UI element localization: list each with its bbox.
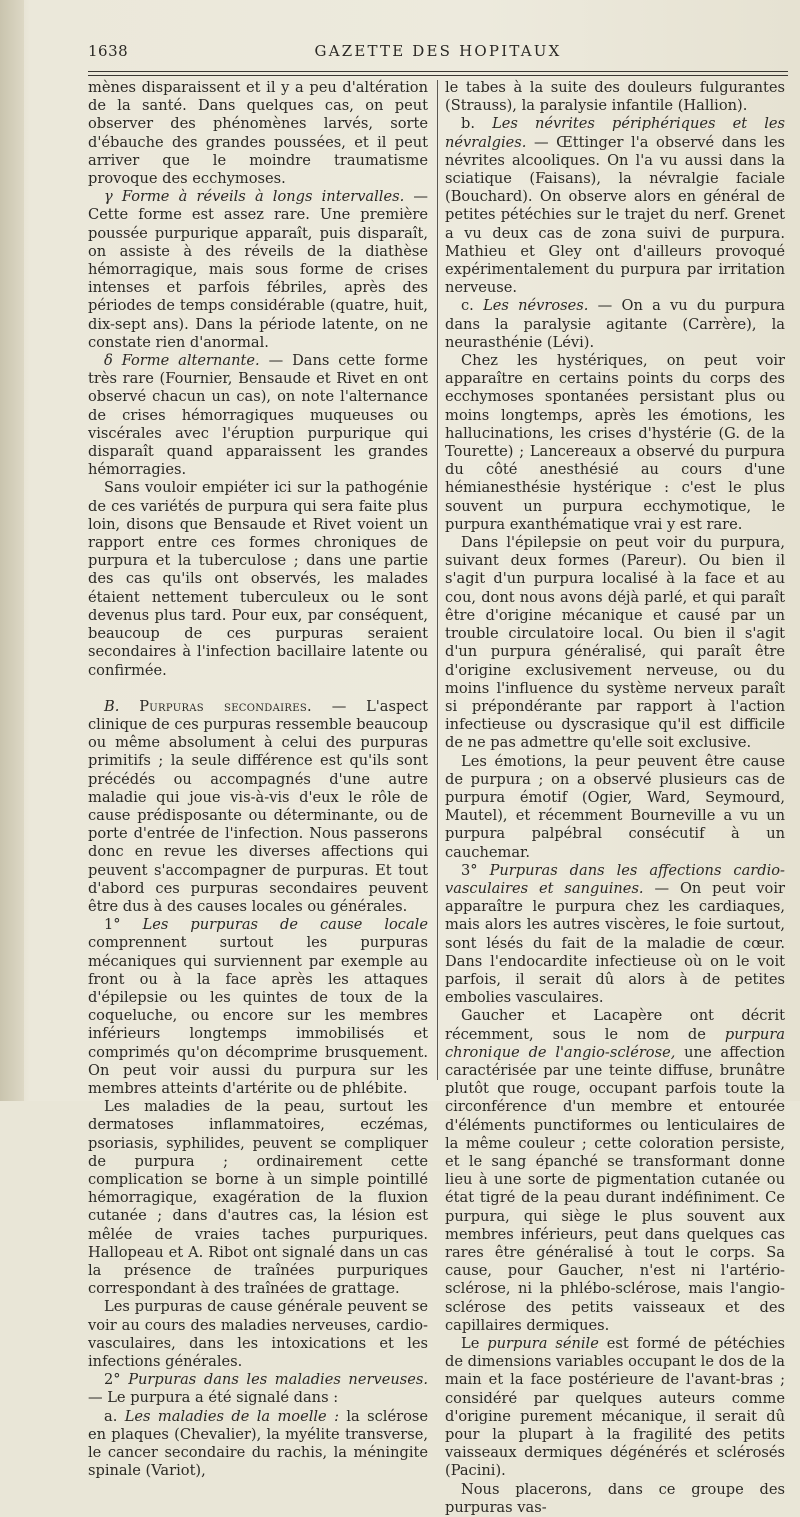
header-rule-top xyxy=(88,71,788,72)
paragraph: δ Forme alternante. — Dans cette forme très rare (Fournier, Bensaude et Rivet en ont observé chacun un cas), on note l'alternance de crises hémorragiques muqueuses ou viscérales avec l'éruption purpurique qui disparaît quand apparaissent les grandes hémorragies. xyxy=(88,352,428,479)
paragraph: Le purpura sénile est formé de pétéchies de dimensions variables occupant le dos de la main et la face postérieure de l'avant-bras ; considéré par quelques auteurs comme d'origine purement mécanique, il serait dû pour la plupart à la fragilité des petits vaisseaux dermiques dégénérés et sclérosés (Pacini). xyxy=(445,1335,785,1480)
section-label: Les purpuras de cause locale xyxy=(142,916,428,934)
paragraph: Les maladies de la peau, surtout les dermatoses inflammatoires, eczémas, psoriasis, syphilides, peuvent se compliquer de purpura ; ordinairement cette complication se borne à un simple pointillé hémorragique, exagération de la fluxion cutanée ; dans d'autres cas, la lésion est mêlée de vraies taches purpuriques. Hallopeau et A. Ribot ont signalé dans un cas la présence de traînées purpuriques correspondant à des traînées de grattage. xyxy=(88,1098,428,1298)
paragraph: Chez les hystériques, on peut voir apparaître en certains points du corps des ecchymoses spontanées persistant plus ou moins longtemps, après les émotions, les hallucinations, les crises d'hystérie (G. de la Tourette) ; Lancereaux a observé du purpura du côté anesthésié au cours d'une hémianesthésie hystérique : c'est le plus souvent un purpura ecchymotique, le purpura exanthématique vrai y est rare. xyxy=(445,352,785,533)
paragraph: γ Forme à réveils à longs intervalles. — Cette forme est assez rare. Une première poussée purpurique apparaît, puis disparaît, on assiste à des réveils de la diathèse hémorragique, mais sous forme de crises intenses et parfois fébriles, après des périodes de temps considérable (quatre, huit, dix-sept ans). Dans la période latente, on ne constate rien d'anormal. xyxy=(88,188,428,351)
paragraph: 1° Les purpuras de cause locale comprennent surtout les purpuras mécaniques qui surviennent par exemple au front ou à la face après les attaques d'épilepsie ou les quintes de toux de la coqueluche, ou encore sur les membres inférieurs longtemps immobilisés et comprimés qu'on décomprime brusquement. On peut voir aussi du purpura sur les membres atteints d'artérite ou de phlébite. xyxy=(88,916,428,1097)
right-column xyxy=(445,79,785,1517)
section-label: Les maladies de la moelle : xyxy=(124,1407,339,1425)
paragraph: Les émotions, la peur peuvent être cause de purpura ; on a observé plusieurs cas de purpura émotif (Ogier, Ward, Seymourd, Mautel), et récemment Bourneville a vu un purpura palpébral consécutif à un cauchemar. xyxy=(445,752,785,861)
section-label: purpura sénile xyxy=(487,1335,599,1353)
page-binding-edge xyxy=(0,0,24,1101)
section-label: Purpuras dans les affections cardio-vasculaires et sanguines. xyxy=(445,861,785,897)
section-label: Purpuras dans les maladies nerveuses. xyxy=(128,1371,428,1389)
paragraph: le tabes à la suite des douleurs fulgurantes (Strauss), la paralysie infantile (Hallion). xyxy=(445,79,785,115)
section-label: purpura chronique de l'angio-sclérose, xyxy=(445,1025,785,1061)
left-column xyxy=(88,79,428,1480)
section-label: γ Forme à réveils à longs intervalles. xyxy=(104,188,405,206)
header-rule-bottom xyxy=(88,75,788,76)
section-letter: B. xyxy=(104,697,120,715)
paragraph: Les purpuras de cause générale peuvent se voir au cours des maladies nerveuses, cardio-vasculaires, dans les intoxications et les infections générales. xyxy=(88,1298,428,1371)
paragraph: Dans l'épilepsie on peut voir du purpura, suivant deux formes (Pareur). Ou bien il s'agit d'un purpura localisé à la face et au cou, dont nous avons déjà parlé, et qui paraît être d'origine mécanique et causé par un trouble circulatoire local. Ou bien il s'agit d'un purpura généralisé, qui paraît être d'origine exclusivement nerveuse, ou du moins l'influence du système nerveux paraît si prépondérante par rapport à l'action infectieuse ou dyscrasique qu'il est difficile de ne pas admettre qu'elle soit exclusive. xyxy=(445,534,785,752)
paragraph: B. Purpuras secondaires. — L'aspect clinique de ces purpuras ressemble beaucoup ou même absolument à celui des purpuras primitifs ; la seule différence est qu'ils sont précédés ou accompagnés d'une autre maladie qui joue vis-à-vis d'eux le rôle de cause prédisposante ou déterminante, ou de porte d'entrée de l'infection. Nous passerons donc en revue les diverses affections qui peuvent s'accompagner de purpuras. Et tout d'abord ces purpuras secondaires peuvent être dus à des causes locales ou générales. xyxy=(88,697,429,915)
paragraph: Sans vouloir empiéter ici sur la pathogénie de ces variétés de purpura qui sera faite plus loin, disons que Bensaude et Rivet voient un rapport entre ces formes chroniques de purpura et la tuberculose ; dans une partie des cas qu'ils ont observés, les malades étaient nettement tuberculeux ou le sont devenus plus tard. Pour eux, par conséquent, beaucoup de ces purpuras seraient secondaires à l'infection bacillaire latente ou confirmée. xyxy=(88,479,428,679)
page-header xyxy=(88,40,788,66)
column-divider xyxy=(437,80,438,1080)
paragraph: Gaucher et Lacapère ont décrit récemment, sous le nom de purpura chronique de l'angio-sclérose, une affection caractérisée par une teinte diffuse, brunâtre plutôt que rouge, occupant parfois toute la circonférence d'un membre et entourée d'éléments punctiformes ou lenticulaires de la même couleur ; cette coloration persiste, et le sang épanché se transformant donne lieu à une sorte de pigmentation cutanée ou état tigré de la peau durant indéfiniment. Ce purpura, qui siège le plus souvent aux membres inférieurs, peut dans quelques cas rares être généralisé à tout le corps. Sa cause, pour Gaucher, n'est ni l'artério-sclérose, ni la phlébo-sclérose, mais l'angio-sclérose des petits vaisseaux et des capillaires dermiques. xyxy=(445,1007,785,1334)
paragraph: b. Les névrites périphériques et les névralgies. — Œttinger l'a observé dans les névrites alcooliques. On l'a vu aussi dans la sciatique (Faisans), la névralgie faciale (Bouchard). On observe alors en général de petites pétéchies sur le trajet du nerf. Grenet a vu deux cas de zona suivi de purpura. Mathieu et Gley ont d'ailleurs provoqué expérimentalement du purpura par irritation nerveuse. xyxy=(445,115,785,297)
section-label: Les névrites périphériques et les névralgies. xyxy=(445,115,785,151)
section-label: δ Forme alternante. xyxy=(104,352,260,370)
paragraph: 2° Purpuras dans les maladies nerveuses. — Le purpura a été signalé dans : xyxy=(88,1371,428,1407)
section-heading: Purpuras secondaires. xyxy=(139,697,312,715)
paragraph: a. Les maladies de la moelle : la sclérose en plaques (Chevalier), la myélite transverse, le cancer secondaire du rachis, la méningite spinale (Variot), xyxy=(88,1407,428,1480)
paragraph: c. Les névroses. — On a vu du purpura dans la paralysie agitante (Carrère), la neurasthénie (Lévi). xyxy=(445,297,786,351)
journal-title: GAZETTE DES HOPITAUX xyxy=(314,42,562,60)
paragraph: Nous placerons, dans ce groupe des purpuras vas- xyxy=(445,1480,785,1516)
paragraph: 3° Purpuras dans les affections cardio-vasculaires et sanguines. — On peut voir apparaître le purpura chez les cardiaques, mais alors les autres viscères, le foie surtout, sont lésés du fait de la maladie de cœur. Dans l'endocardite infectieuse où on le voit parfois, il serait dû alors à de petites embolies vasculaires. xyxy=(445,861,785,1007)
paragraph: mènes disparaissent et il y a peu d'altération de la santé. Dans quelques cas, on peut observer des phénomènes larvés, sorte d'ébauche des grandes poussées, et il peut arriver que le moindre traumatisme provoque des ecchymoses. xyxy=(88,79,428,188)
page-number: 1638 xyxy=(88,42,129,60)
section-label: Les névroses. xyxy=(483,297,589,315)
